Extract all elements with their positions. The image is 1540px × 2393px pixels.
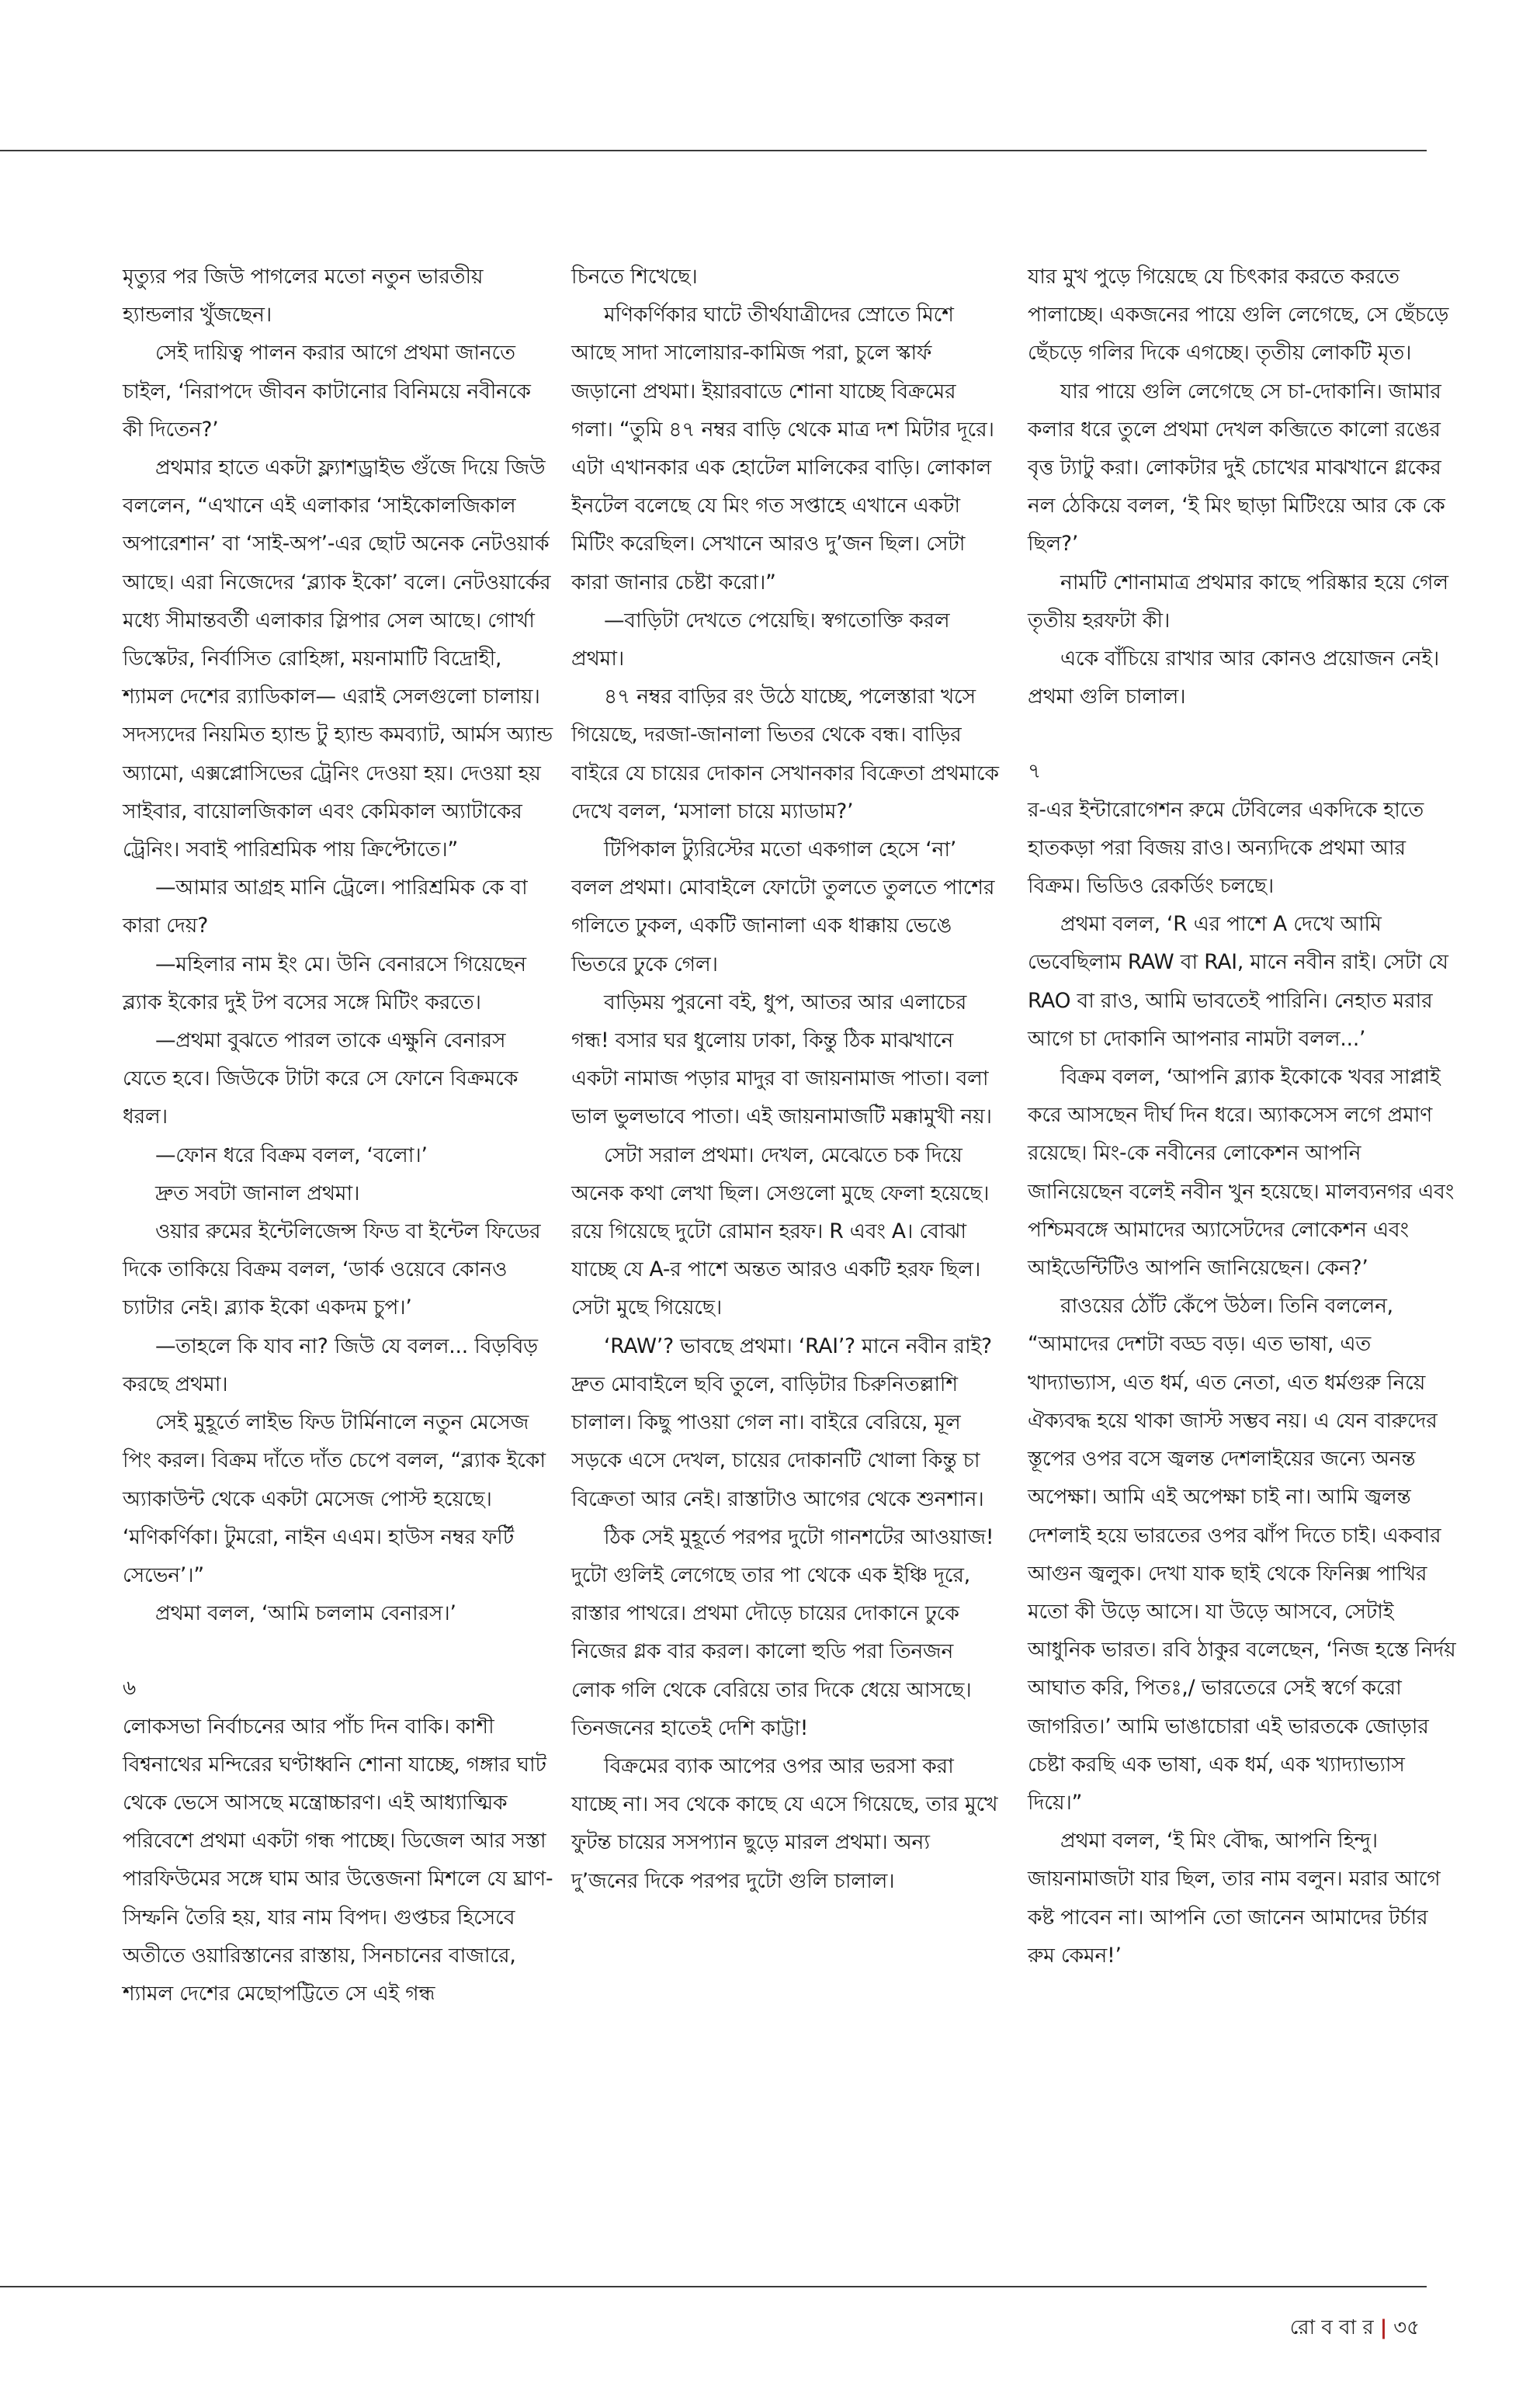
paragraph: বিক্রমের ব্যাক আপের ওপর আর ভরসা করা যাচ্ছে না। সব থেকে কাছে যে এসে গিয়েছে, তার মুখে ফুটন্ত চায়ের সসপ্যান ছুড়ে মারল প্রথমা। অন্য দু’জনের দিকে পরপর দুটো গুলি চালাল। [571,1753,998,1893]
paragraph: —মহিলার নাম ইং মে। উনি বেনারসে গিয়েছেন ব্ল্যাক ইকোর দুই টপ বসের সঙ্গে মিটিং করতে। [123,952,526,1014]
paragraph: ‘RAW’? ভাবছে প্রথমা। ‘RAI’? মানে নবীন রাই? দ্রুত মোবাইলে ছবি তুলে, বাড়িটার চিরুনিতল্লাশি চালাল। কিছু পাওয়া গেল না। বাইরে বেরিয়ে, মূল সড়কে এসে দেখল, চায়ের দোকানটি খোলা কিন্তু চা বিক্রেতা আর নেই। রাস্তাটাও আগের থেকে শুনশান। [571,1333,992,1511]
paragraph: —ফোন ধরে বিক্রম বলল, ‘বলো।’ [155,1143,428,1167]
paragraph: সেই দায়িত্ব পালন করার আগে প্রথমা জানতে চাইল, ‘নিরাপদে জীবন কাটানোর বিনিময়ে নবীনকে কী দিতেন?’ [123,341,531,442]
paragraph: র-এর ইন্টারোগেশন রুমে টেবিলের একদিকে হাতে হাতকড়া পরা বিজয় রাও। অন্যদিকে প্রথমা আর বিক্রম। ভিডিও রেকর্ডিং চলছে। [1028,797,1424,899]
paragraph: যার পায়ে গুলি লেগেছে সে চা-দোকানি। জামার কলার ধরে তুলে প্রথমা দেখল কব্জিতে কালো রঙের বৃত্ত ট্যাটু করা। লোকটার দুই চোখের মাঝখানে গ্লকের নল ঠেকিয়ে বলল, ‘ই মিং ছাড়া মিটিংয়ে আর কে কে ছিল?’ [1028,379,1445,557]
paragraph: বিক্রম বলল, ‘আপনি ব্ল্যাক ইকোকে খবর সাপ্লাই করে আসছেন দীর্ঘ দিন ধরে। অ্যাকসেস লগে প্রমাণ রয়েছে। মিং-কে নবীনের লোকেশন আপনি জানিয়েছেন বলেই নবীন খুন হয়েছে। মালব্যনগর এবং পশ্চিমবঙ্গে আমাদের অ্যাসেটদের লোকেশন এবং আইডেন্টিটিও আপনি জানিয়েছেন। কেন?’ [1028,1065,1455,1281]
paragraph: —তাহলে কি যাব না? জিউ যে বলল... বিড়বিড় করছে প্রথমা। [123,1333,538,1396]
column-3 [1028,258,1459,1975]
paragraph: লোকসভা নির্বাচনের আর পাঁচ দিন বাকি। কাশী বিশ্বনাথের মন্দিরের ঘণ্টাধ্বনি শোনা যাচ্ছে, গঙ্গার ঘাট থেকে ভেসে আসছে মন্ত্রোচ্চারণ। এই আধ্যাত্মিক পরিবেশে প্রথমা একটা গন্ধ পাচ্ছে। ডিজেল আর সস্তা পারফিউমের সঙ্গে ঘাম আর উত্তেজনা মিশলে যে ঘ্রাণ-সিম্ফনি তৈরি হয়, যার নাম বিপদ। গুপ্তচর হিসেবে অতীতে ওয়ারিস্তানের রাস্তায়, সিনচানের বাজারে, শ্যামল দেশের মেছোপট্টিতে সে এই গন্ধ [123,1714,553,2006]
paragraph: ওয়ার রুমের ইন্টেলিজেন্স ফিড বা ইন্টেল ফিডের দিকে তাকিয়ে বিক্রম বলল, ‘ডার্ক ওয়েবে কোনও চ্যাটার নেই। ব্ল্যাক ইকো একদম চুপ।’ [123,1219,541,1320]
paragraph: যার মুখ পুড়ে গিয়েছে যে চিৎকার করতে করতে পালাচ্ছে। একজনের পায়ে গুলি লেগেছে, সে ছেঁচড়ে ছেঁচড়ে গলির দিকে এগচ্ছে। তৃতীয় লোকটি মৃত। [1028,265,1449,366]
bottom-rule [0,2286,1427,2287]
paragraph: মৃত্যুর পর জিউ পাগলের মতো নতুন ভারতীয় হ্যান্ডলার খুঁজছেন। [123,265,484,328]
page-number: ৩৫ [1393,2316,1420,2339]
section-number: ৭ [1028,759,1042,784]
paragraph: —প্রথমা বুঝতে পারল তাকে এক্ষুনি বেনারস যেতে হবে। জিউকে টাটা করে সে ফোনে বিক্রমকে ধরল। [123,1028,519,1129]
column-1 [123,258,554,2013]
paragraph: প্রথমার হাতে একটা ফ্ল্যাশড্রাইভ গুঁজে দিয়ে জিউ বললেন, “এখানে এই এলাকার ‘সাইকোলজিকাল অপারেশান’ বা ‘সাই-অপ’-এর ছোট অনেক নেটওয়ার্ক আছে। এরা নিজেদের ‘ব্ল্যাক ইকো’ বলে। নেটওয়ার্কের মধ্যে সীমান্তবর্তী এলাকার স্লিপার সেল আছে। গোর্খা ডিস্কেটর, নির্বাসিত রোহিঙ্গা, ময়নামাটি বিদ্রোহী, শ্যামল দেশের র‍্যাডিকাল— এরাই সেলগুলো চালায়। সদস্যদের নিয়মিত হ্যান্ড টু হ্যান্ড কমব্যাট, আর্মস অ্যান্ড অ্যামো, এক্সপ্লোসিভের ট্রেনিং দেওয়া হয়। দেওয়া হয় সাইবার, বায়োলজিকাল এবং কেমিকাল অ্যাটাকের ট্রেনিং। সবাই পারিশ্রমিক পায় ক্রিপ্টোতে।” [123,456,553,862]
magazine-name: রো ব বা র [1289,2316,1374,2339]
paragraph: টিপিকাল ট্যুরিস্টের মতো একগাল হেসে ‘না’ বলল প্রথমা। মোবাইলে ফোটো তুলতে তুলতে পাশের গলিতে ঢুকল, একটি জানালা এক ধাক্কায় ভেঙে ভিতরে ঢুকে গেল। [571,838,995,976]
column-2 [571,258,1003,1900]
page-footer [1290,2311,1420,2346]
paragraph: প্রথমা বলল, ‘আমি চললাম বেনারস।’ [155,1601,456,1626]
paragraph: মণিকর্ণিকার ঘাটে তীর্থযাত্রীদের স্রোতে মিশে আছে সাদা সালোয়ার-কামিজ পরা, চুলে স্কার্ফ জড়ানো প্রথমা। ইয়ারবাডে শোনা যাচ্ছে বিক্রমের গলা। “তুমি ৪৭ নম্বর বাড়ি থেকে মাত্র দশ মিটার দূরে। এটা এখানকার এক হোটেল মালিকের বাড়ি। লোকাল ইনটেল বলেছে যে মিং গত সপ্তাহে এখানে একটা মিটিং করেছিল। সেখানে আরও দু’জন ছিল। সেটা কারা জানার চেষ্টা করো।” [571,303,994,595]
section-number: ৬ [123,1676,137,1701]
paragraph: —আমার আগ্রহ মানি ট্রেলে। পারিশ্রমিক কে বা কারা দেয়? [123,876,528,938]
paragraph: নামটি শোনামাত্র প্রথমার কাছে পরিষ্কার হয়ে গেল তৃতীয় হরফটা কী। [1028,570,1448,633]
paragraph: বাড়িময় পুরনো বই, ধুপ, আতর আর এলাচের গন্ধ! বসার ঘর ধুলোয় ঢাকা, কিন্তু ঠিক মাঝখানে একটা নামাজ পড়ার মাদুর বা জায়নামাজ পাতা। বলা ভাল ভুলভাবে পাতা। এই জায়নামাজটি মক্কামুখী নয়। [571,990,992,1129]
paragraph: একে বাঁচিয়ে রাখার আর কোনও প্রয়োজন নেই। প্রথমা গুলি চালাল। [1028,647,1440,709]
paragraph: ৪৭ নম্বর বাড়ির রং উঠে যাচ্ছে, পলেস্তারা খসে গিয়েছে, দরজা-জানালা ভিতর থেকে বন্ধ। বাড়ির বাইরে যে চায়ের দোকান সেখানকার বিক্রেতা প্রথমাকে দেখে বলল, ‘মসালা চায়ে ম্যাডাম?’ [571,685,999,824]
paragraph: —বাড়িটা দেখতে পেয়েছি। স্বগতোক্তি করল প্রথমা। [571,608,950,671]
paragraph: প্রথমা বলল, ‘ই মিং বৌদ্ধ, আপনি হিন্দু। জায়নামাজটা যার ছিল, তার নাম বলুন। মরার আগে কষ্ট পাবেন না। আপনি তো জানেন আমাদের টর্চার রুম কেমন!’ [1028,1829,1441,1968]
paragraph: ঠিক সেই মুহূর্তে পরপর দুটো গানশটের আওয়াজ! দুটো গুলিই লেগেছে তার পা থেকে এক ইঞ্চি দূরে, রাস্তার পাথরে। প্রথমা দৌড়ে চায়ের দোকানে ঢুকে নিজের গ্লক বার করল। কালো হুডি পরা তিনজন লোক গলি থেকে বেরিয়ে তার দিকে ধেয়ে আসছে। তিনজনের হাতেই দেশি কাট্টা! [571,1524,994,1740]
footer-separator: | [1379,2316,1388,2339]
paragraph: সেই মুহূর্তে লাইভ ফিড টার্মিনালে নতুন মেসেজ পিং করল। বিক্রম দাঁতে দাঁত চেপে বলল, “ব্ল্যাক ইকো অ্যাকাউন্ট থেকে একটা মেসেজ পোস্ট হয়েছে। ‘মণিকর্ণিকা। টুমরো, নাইন এএম। হাউস নম্বর ফর্টি সেভেন’।” [123,1410,546,1587]
paragraph: রাওয়ের ঠোঁট কেঁপে উঠল। তিনি বললেন, “আমাদের দেশটা বড্ড বড়। এত ভাষা, এত খাদ্যাভ্যাস, এত ধর্ম, এত নেতা, এত ধর্মগুরু নিয়ে ঐক্যবদ্ধ হয়ে থাকা জাস্ট সম্ভব নয়। এ যেন বারুদের স্তূপের ওপর বসে জ্বলন্ত দেশলাইয়ের জন্যে অনন্ত অপেক্ষা। আমি এই অপেক্ষা চাই না। আমি জ্বলন্ত দেশলাই হয়ে ভারতের ওপর ঝাঁপ দিতে চাই। একবার আগুন জ্বলুক। দেখা যাক ছাই থেকে ফিনিক্স পাখির মতো কী উড়ে আসে। যা উড়ে আসবে, সেটাই আধুনিক ভারত। রবি ঠাকুর বলেছেন, ‘নিজ হস্তে নির্দয় আঘাত করি, পিতঃ,/ ভারতেরে সেই স্বর্গে করো জাগরিত।’ আমি ভাঙাচোরা এই ভারতকে জোড়ার চেষ্টা করছি এক ভাষা, এক ধর্ম, এক খ্যাদ্যাভ্যাস দিয়ে।” [1028,1294,1456,1815]
paragraph: দ্রুত সবটা জানাল প্রথমা। [155,1181,360,1205]
paragraph: সেটা সরাল প্রথমা। দেখল, মেঝেতে চক দিয়ে অনেক কথা লেখা ছিল। সেগুলো মুছে ফেলা হয়েছে। রয়ে গিয়েছে দুটো রোমান হরফ। R এবং A। বোঝা যাচ্ছে যে A-র পাশে অন্তত আরও একটি হরফ ছিল। সেটা মুছে গিয়েছে। [571,1143,990,1320]
paragraph: চিনতে শিখেছে। [571,265,698,289]
paragraph: প্রথমা বলল, ‘R এর পাশে A দেখে আমি ভেবেছিলাম RAW বা RAI, মানে নবীন রাই। সেটা যে RAO বা রাও, আমি ভাবতেই পারিনি। নেহাত মরার আগে চা দোকানি আপনার নামটা বলল...’ [1028,912,1448,1051]
top-rule [0,150,1427,151]
